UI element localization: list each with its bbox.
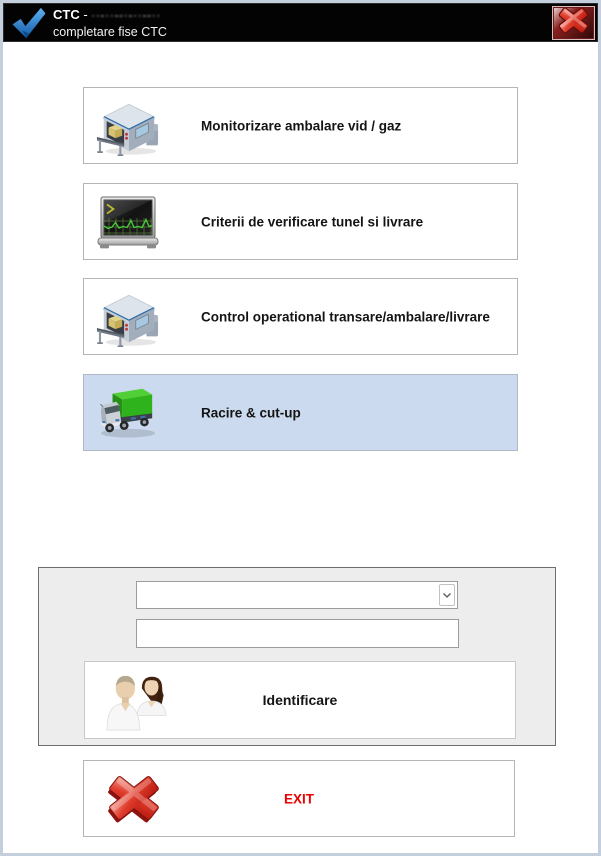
chevron-down-icon — [442, 586, 452, 604]
identificare-label: Identificare — [262, 692, 338, 708]
menu-button-control-operational[interactable] — [83, 278, 518, 355]
menu-button-label: Control operational transare/ambalare/livrare — [201, 309, 490, 324]
operator-dropdown[interactable] — [136, 581, 458, 609]
identification-panel — [38, 567, 556, 746]
monitor-chart-icon — [96, 190, 160, 254]
window-title-app: CTC — [53, 7, 80, 22]
menu-button-label: Criterii de verificare tunel si livrare — [201, 214, 424, 229]
window-subtitle: completare fise CTC — [53, 25, 167, 39]
packaging-machine-icon — [96, 94, 160, 158]
identification-text-input[interactable] — [136, 619, 459, 648]
menu-button-label: Racire & cut-up — [201, 405, 301, 420]
menu-button-criterii-verificare[interactable] — [83, 183, 518, 260]
checkmark-icon — [10, 7, 48, 40]
delivery-truck-icon — [96, 381, 160, 445]
window-title-separator: - — [79, 7, 92, 22]
window-title-redacted: ··-··--·-··--·· — [91, 10, 162, 22]
packaging-machine-icon — [96, 285, 160, 349]
menu-button-monitorizare-ambalare[interactable] — [83, 87, 518, 164]
exit-label: EXIT — [283, 791, 314, 806]
exit-button[interactable] — [83, 760, 515, 837]
titlebar — [3, 3, 598, 42]
close-button[interactable] — [552, 6, 595, 40]
close-x-icon — [555, 6, 592, 40]
menu-button-label: Monitorizare ambalare vid / gaz — [201, 118, 402, 133]
dropdown-open-button[interactable] — [439, 584, 455, 606]
menu-button-racire-cutup[interactable] — [83, 374, 518, 451]
identificare-button[interactable] — [84, 661, 516, 739]
window-title — [53, 7, 167, 24]
window-title-block — [53, 7, 167, 40]
